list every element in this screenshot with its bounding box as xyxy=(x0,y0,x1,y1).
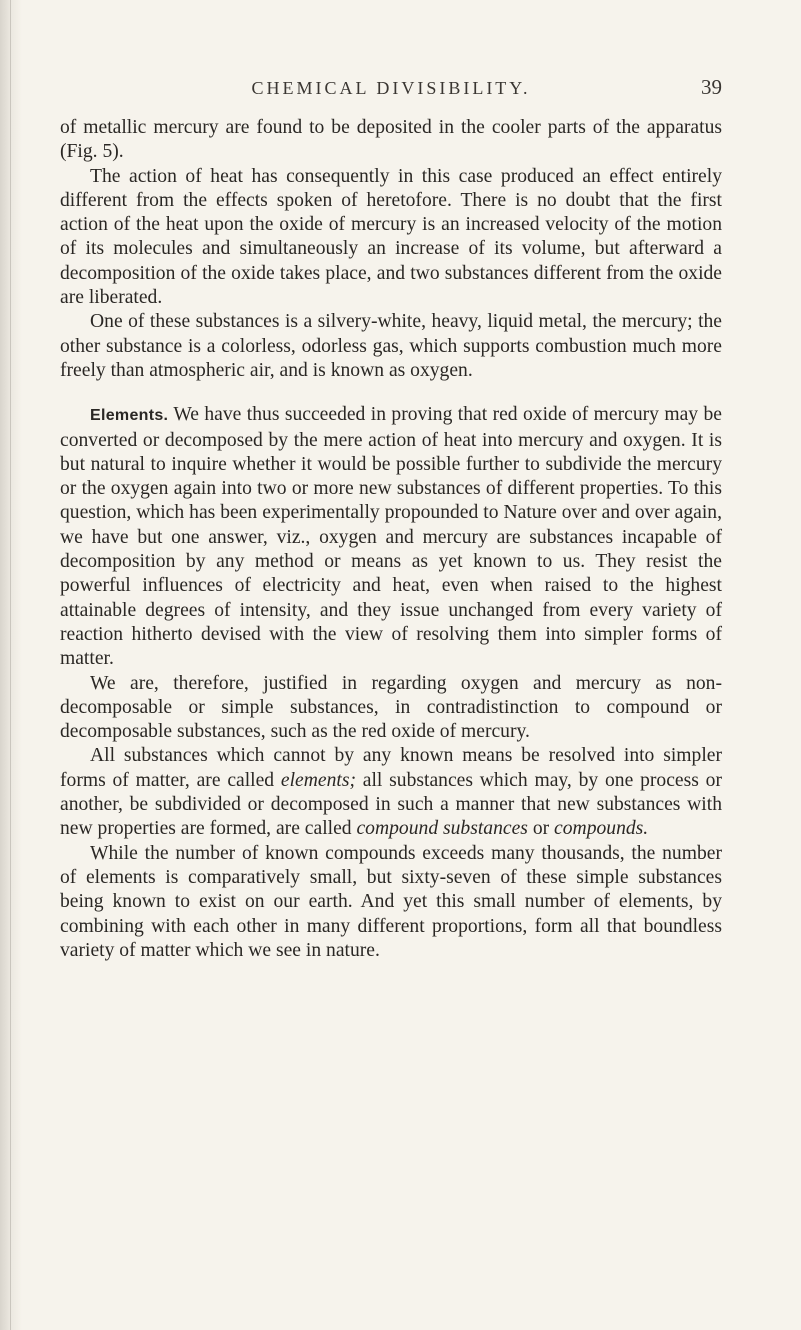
p6-text-a: All substances which cannot by any known means be resolved into simpler forms of matter, are called xyxy=(60,745,722,791)
term-compounds: compounds. xyxy=(554,818,649,840)
p6-text-c: or xyxy=(527,818,555,840)
sidehead-elements: Elements. xyxy=(90,407,169,425)
page-edge-line xyxy=(10,0,11,1330)
running-head-title: CHEMICAL DIVISIBILITY. xyxy=(251,78,531,98)
paragraph-5: We are, therefore, justified in regarding oxygen and mercury as non-decomposable or simple substances, in contradistinction to compound or decomposable substances, such as the red oxide of mercury. xyxy=(60,672,722,743)
paragraph-3: One of these substances is a silvery-white, heavy, liquid metal, the mercury; the other substance is a colorless, odorless gas, which supports combustion much more freely than atmospheric air, and is known as oxygen. xyxy=(60,311,722,381)
running-head xyxy=(60,72,722,102)
paragraph-4 xyxy=(60,403,722,671)
paragraph-6 xyxy=(60,744,722,841)
body-text xyxy=(60,116,722,963)
term-compound-substances: compound substances xyxy=(356,818,528,840)
paragraph-2: The action of heat has consequently in this case produced an effect entirely different from the effects spoken of heretofore. There is no doubt that the first action of the heat upon the oxide of mercury is an increased velocity of the motion of its molecules and simultaneously an increase of its volume, but afterward a decomposition of the oxide takes place, and two substances different from the oxide are liberated. xyxy=(60,165,722,309)
page-edge-shadow xyxy=(0,0,22,1330)
paragraph-4-text: We have thus succeeded in proving that red oxide of mercury may be converted or decomposed by the mere action of heat into mercury and oxygen. It is but natural to inquire whether it would be possible further to subdivide the mercury or the oxygen again into two or more new substances of different properties. To this question, which has been experimentally propounded to Nature over and over again, we have but one answer, viz., oxygen and mercury are substances incapable of decomposition by any method or means as yet known to us. They resist the powerful influences of electricity and heat, even when raised to the highest attainable degrees of intensity, and they issue unchanged from every variety of reaction hitherto devised with the view of resolving them into simpler forms of matter. xyxy=(60,404,722,670)
paragraph-1: of metallic mercury are found to be deposited in the cooler parts of the apparatus (Fig. 5). xyxy=(60,117,722,163)
p6-text-b: all substances which may, by one process or another, be subdivided or decomposed in such a manner that new substances with new properties are formed, are called xyxy=(60,769,722,840)
page-number: 39 xyxy=(701,75,722,99)
paragraph-7: While the number of known compounds exceeds many thousands, the number of elements is comparatively small, but sixty-seven of these simple substances being known to exist on our earth. And yet this small number of elements, by combining with each other in many different proportions, form all that boundless variety of matter which we see in nature. xyxy=(60,842,722,961)
book-page xyxy=(60,72,722,963)
term-elements: elements; xyxy=(280,769,356,791)
